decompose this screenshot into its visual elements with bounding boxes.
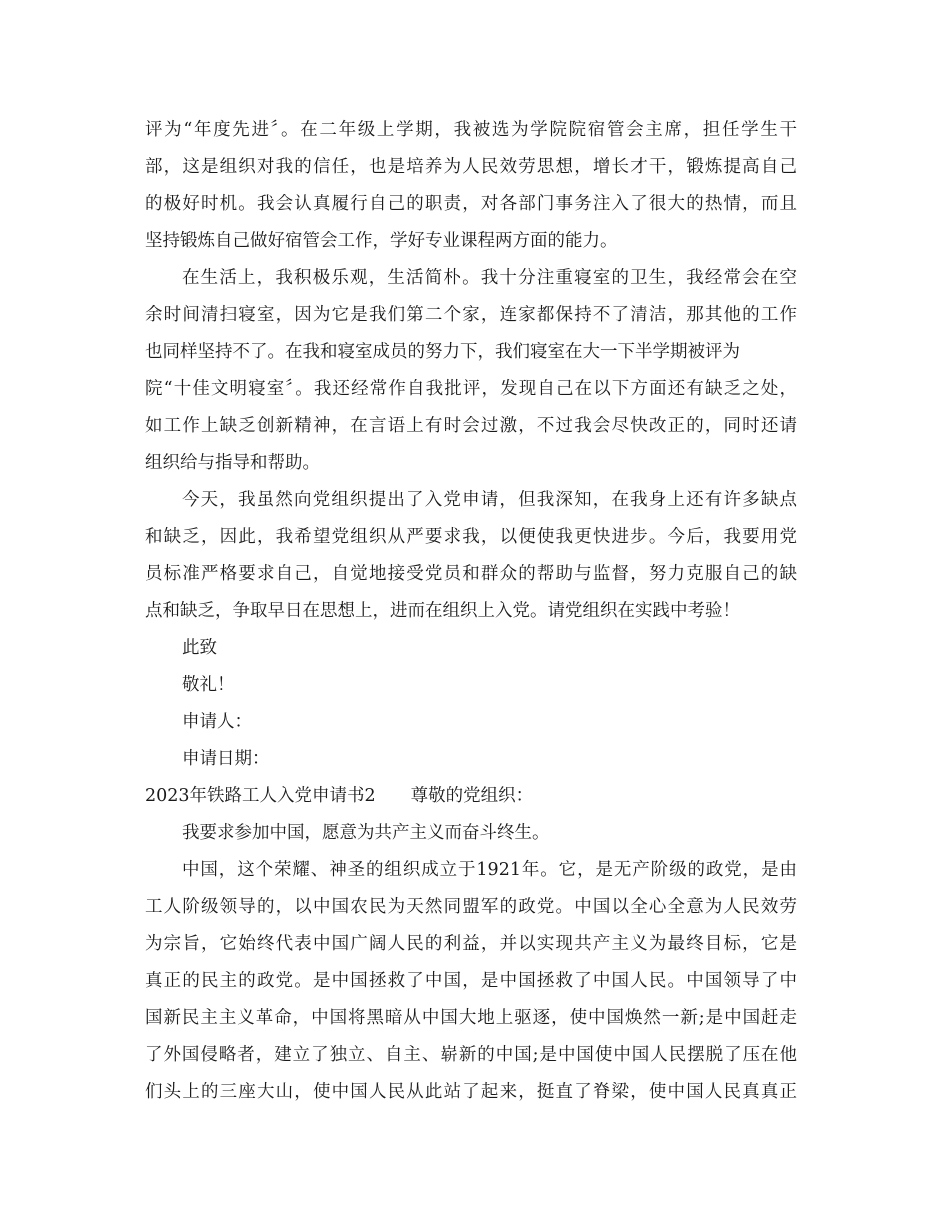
text-line: 如工作上缺乏创新精神，在言语上有时会过激，不过我会尽快改正的，同时还请 [145, 416, 797, 436]
text-line: 余时间清扫寝室，因为它是我们第二个家，连家都保持不了清洁，那其他的工作 [145, 305, 797, 325]
text-line: 了外国侵略者，建立了独立、自主、崭新的中国;是中国使中国人民摆脱了压在他 [145, 1045, 797, 1065]
text-line: 员标准严格要求自己，自觉地接受党员和群众的帮助与监督，努力克服自己的缺 [145, 564, 797, 584]
text-line: 今天，我虽然向党组织提出了入党申请，但我深知，在我身上还有许多缺点 [182, 490, 797, 510]
text-line: 部，这是组织对我的信任，也是培养为人民效劳思想，增长才干，锻炼提高自己 [145, 157, 797, 177]
text-line: 的极好时机。我会认真履行自己的职责，对各部门事务注入了很大的热情，而且 [145, 194, 797, 214]
text-line: 组织给与指导和帮助。 [145, 453, 320, 473]
text-line: 工人阶级领导的，以中国农民为天然同盟军的政党。中国以全心全意为人民效劳 [145, 897, 797, 917]
text-line: 点和缺乏，争取早日在思想上，进而在组织上入党。请党组织在实践中考验！ [145, 601, 740, 621]
closing-regards: 敬礼！ [182, 675, 235, 695]
text-line: 们头上的三座大山，使中国人民从此站了起来，挺直了脊梁，使中国人民真真正 [145, 1082, 797, 1102]
text-line: 中国，这个荣耀、神圣的组织成立于1921年。它，是无产阶级的政党，是由 [182, 860, 797, 880]
text-line: 国新民主主义革命，中国将黑暗从中国大地上驱逐，使中国焕然一新;是中国赶走 [145, 1008, 797, 1028]
applicant-label: 申请人： [182, 712, 252, 732]
application-date-label: 申请日期： [182, 749, 270, 769]
text-line: 评为“年度先进〞。在二年级上学期，我被选为学院院宿管会主席，担任学生干 [145, 120, 797, 140]
section-heading: 2023年铁路工人入党申请书2 尊敬的党组织： [145, 786, 534, 806]
text-line: 在生活上，我积极乐观，生活简朴。我十分注重寝室的卫生，我经常会在空 [182, 268, 797, 288]
text-line: 坚持锻炼自己做好宿管会工作，学好专业课程两方面的能力。 [145, 231, 618, 251]
text-line: 真正的民主的政党。是中国拯救了中国，是中国拯救了中国人民。中国领导了中 [145, 971, 797, 991]
closing-salutation: 此致 [182, 638, 217, 658]
text-line: 我要求参加中国，愿意为共产主义而奋斗终生。 [182, 823, 550, 843]
text-line: 院“十佳文明寝室〞。我还经常作自我批评，发现自己在以下方面还有缺乏之处， [145, 379, 797, 399]
text-line: 和缺乏，因此，我希望党组织从严要求我，以便使我更快进步。今后，我要用党 [145, 527, 797, 547]
text-line: 为宗旨，它始终代表中国广阔人民的利益，并以实现共产主义为最终目标，它是 [145, 934, 797, 954]
text-line: 也同样坚持不了。在我和寝室成员的努力下，我们寝室在大一下半学期被评为 [145, 342, 740, 362]
